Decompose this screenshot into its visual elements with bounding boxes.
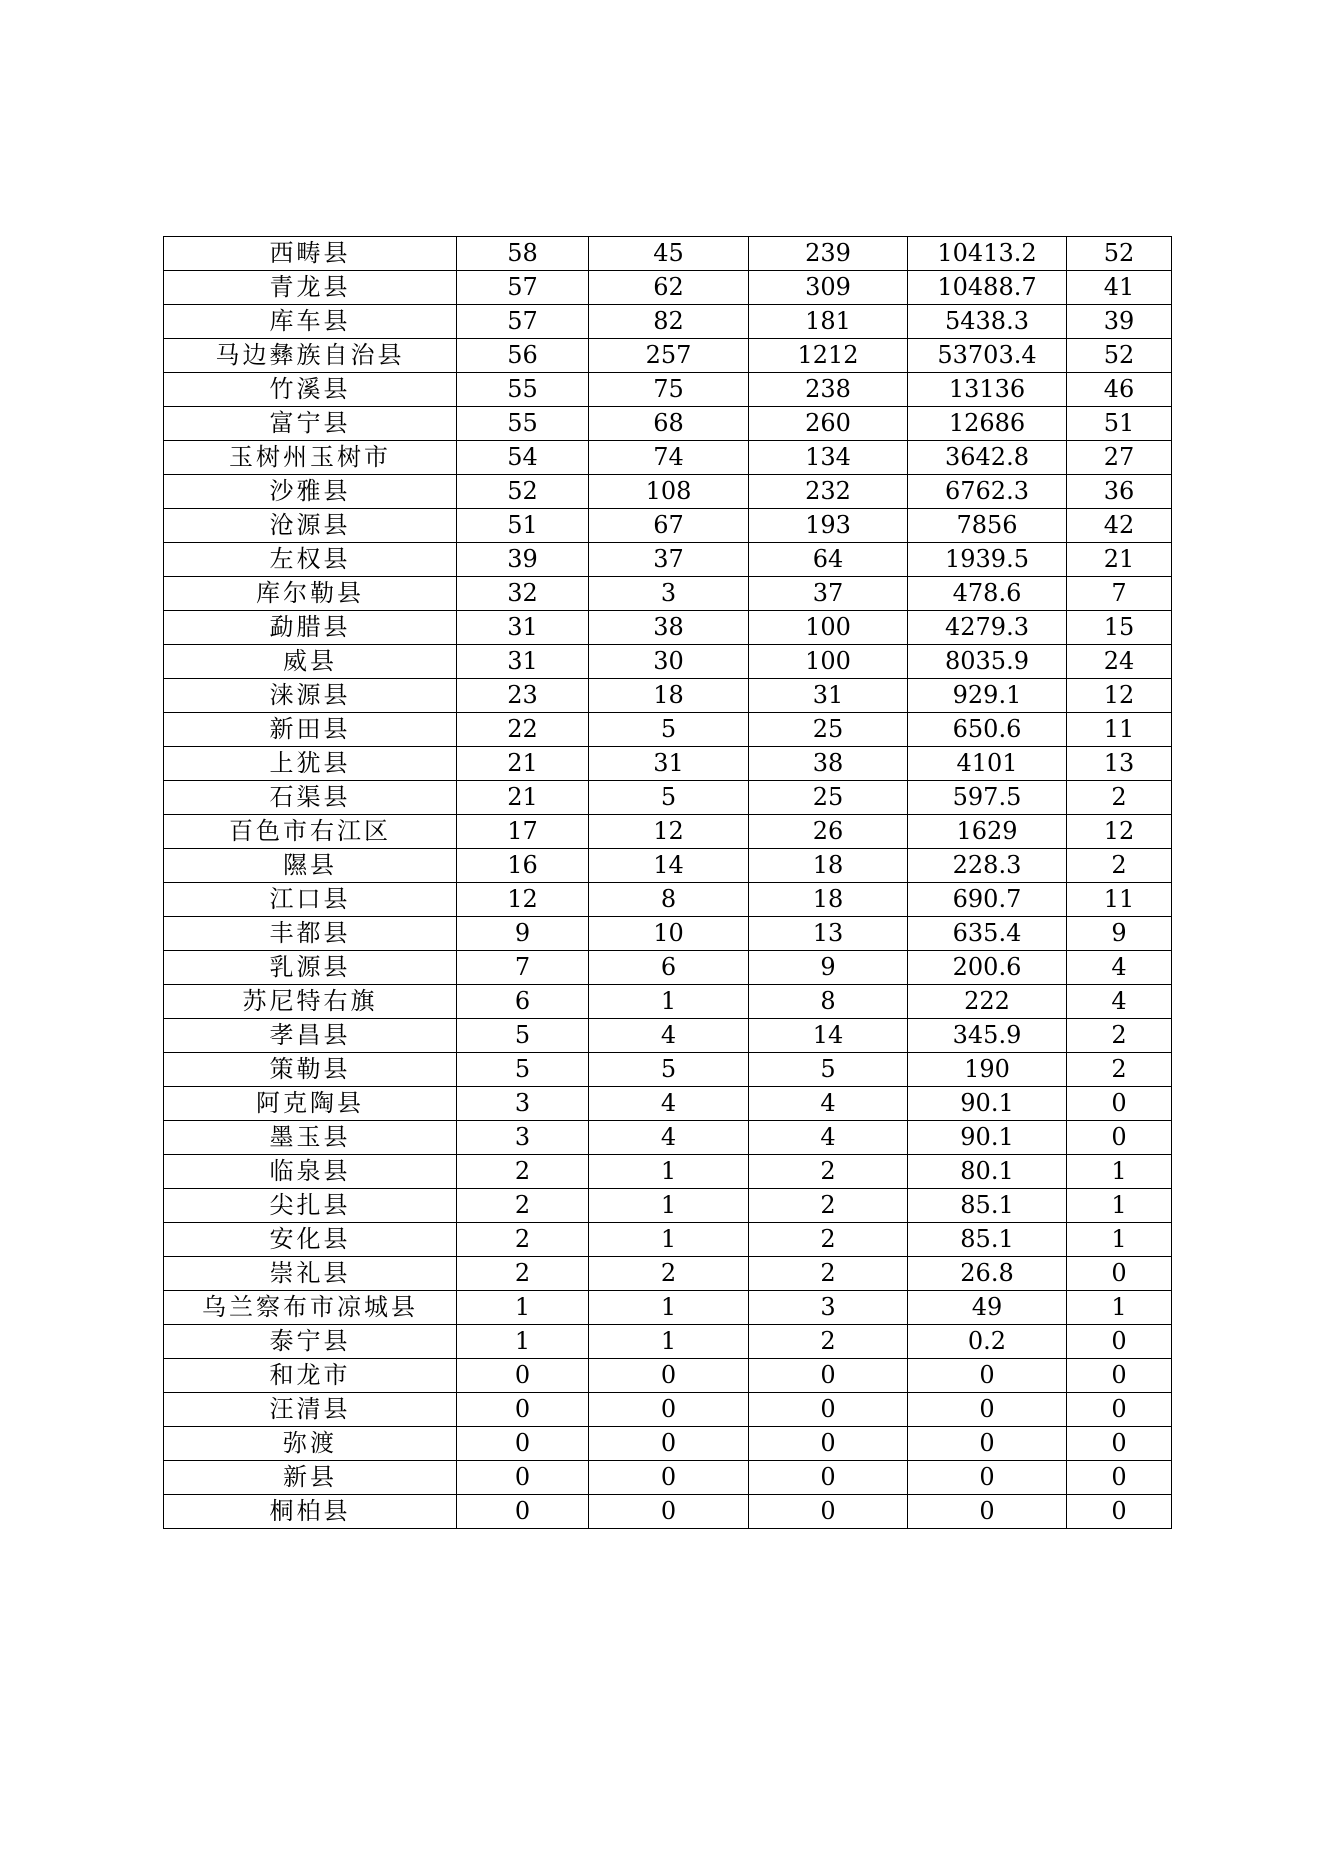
county-name-cell: 丰都县 (164, 917, 457, 951)
value-cell: 4101 (908, 747, 1067, 781)
value-cell: 62 (589, 271, 749, 305)
value-cell: 39 (457, 543, 589, 577)
county-name-cell: 库尔勒县 (164, 577, 457, 611)
county-name-cell: 汪清县 (164, 1393, 457, 1427)
value-cell: 2 (749, 1325, 908, 1359)
value-cell: 0 (749, 1461, 908, 1495)
value-cell: 2 (749, 1257, 908, 1291)
table-row (164, 1223, 1172, 1257)
county-name-cell: 苏尼特右旗 (164, 985, 457, 1019)
value-cell: 3 (457, 1121, 589, 1155)
value-cell: 10413.2 (908, 237, 1067, 271)
value-cell: 7856 (908, 509, 1067, 543)
value-cell: 345.9 (908, 1019, 1067, 1053)
value-cell: 597.5 (908, 781, 1067, 815)
value-cell: 100 (749, 645, 908, 679)
value-cell: 3 (589, 577, 749, 611)
value-cell: 1 (457, 1291, 589, 1325)
value-cell: 1 (457, 1325, 589, 1359)
value-cell: 193 (749, 509, 908, 543)
value-cell: 4 (749, 1087, 908, 1121)
value-cell: 23 (457, 679, 589, 713)
value-cell: 0 (589, 1359, 749, 1393)
value-cell: 54 (457, 441, 589, 475)
table-row (164, 475, 1172, 509)
value-cell: 12 (457, 883, 589, 917)
value-cell: 36 (1067, 475, 1172, 509)
value-cell: 1 (589, 1155, 749, 1189)
value-cell: 21 (457, 781, 589, 815)
value-cell: 12 (589, 815, 749, 849)
value-cell: 80.1 (908, 1155, 1067, 1189)
table-row (164, 271, 1172, 305)
value-cell: 11 (1067, 713, 1172, 747)
value-cell: 2 (749, 1189, 908, 1223)
value-cell: 90.1 (908, 1087, 1067, 1121)
value-cell: 8035.9 (908, 645, 1067, 679)
value-cell: 0 (908, 1427, 1067, 1461)
value-cell: 75 (589, 373, 749, 407)
value-cell: 5438.3 (908, 305, 1067, 339)
table-row (164, 849, 1172, 883)
value-cell: 0 (589, 1495, 749, 1529)
county-name-cell: 西畴县 (164, 237, 457, 271)
county-name-cell: 威县 (164, 645, 457, 679)
table-row (164, 1087, 1172, 1121)
value-cell: 74 (589, 441, 749, 475)
value-cell: 56 (457, 339, 589, 373)
value-cell: 52 (1067, 237, 1172, 271)
county-name-cell: 乳源县 (164, 951, 457, 985)
value-cell: 1 (589, 1325, 749, 1359)
table-body (164, 237, 1172, 1529)
value-cell: 0 (589, 1461, 749, 1495)
county-name-cell: 沙雅县 (164, 475, 457, 509)
value-cell: 222 (908, 985, 1067, 1019)
value-cell: 2 (749, 1223, 908, 1257)
value-cell: 10488.7 (908, 271, 1067, 305)
value-cell: 15 (1067, 611, 1172, 645)
value-cell: 12 (1067, 679, 1172, 713)
table-row (164, 1053, 1172, 1087)
value-cell: 51 (457, 509, 589, 543)
value-cell: 46 (1067, 373, 1172, 407)
value-cell: 82 (589, 305, 749, 339)
value-cell: 108 (589, 475, 749, 509)
table-row (164, 1257, 1172, 1291)
value-cell: 0 (749, 1359, 908, 1393)
table-row (164, 611, 1172, 645)
value-cell: 22 (457, 713, 589, 747)
value-cell: 0 (1067, 1359, 1172, 1393)
county-name-cell: 新县 (164, 1461, 457, 1495)
value-cell: 0 (1067, 1461, 1172, 1495)
county-name-cell: 安化县 (164, 1223, 457, 1257)
value-cell: 3 (457, 1087, 589, 1121)
table-row (164, 1495, 1172, 1529)
table-row (164, 781, 1172, 815)
value-cell: 1939.5 (908, 543, 1067, 577)
value-cell: 25 (749, 781, 908, 815)
value-cell: 45 (589, 237, 749, 271)
value-cell: 0 (908, 1393, 1067, 1427)
value-cell: 257 (589, 339, 749, 373)
value-cell: 4 (589, 1087, 749, 1121)
value-cell: 2 (1067, 1019, 1172, 1053)
county-name-cell: 和龙市 (164, 1359, 457, 1393)
value-cell: 31 (457, 611, 589, 645)
value-cell: 21 (457, 747, 589, 781)
table-row (164, 951, 1172, 985)
value-cell: 31 (749, 679, 908, 713)
value-cell: 57 (457, 305, 589, 339)
value-cell: 0 (589, 1393, 749, 1427)
table-row (164, 1359, 1172, 1393)
value-cell: 200.6 (908, 951, 1067, 985)
value-cell: 260 (749, 407, 908, 441)
value-cell: 1212 (749, 339, 908, 373)
value-cell: 31 (457, 645, 589, 679)
value-cell: 2 (589, 1257, 749, 1291)
value-cell: 31 (589, 747, 749, 781)
value-cell: 5 (589, 781, 749, 815)
value-cell: 2 (1067, 1053, 1172, 1087)
value-cell: 13 (1067, 747, 1172, 781)
value-cell: 0 (1067, 1427, 1172, 1461)
table-row (164, 917, 1172, 951)
value-cell: 228.3 (908, 849, 1067, 883)
value-cell: 2 (457, 1257, 589, 1291)
value-cell: 238 (749, 373, 908, 407)
value-cell: 0 (749, 1393, 908, 1427)
value-cell: 0 (589, 1427, 749, 1461)
table-row (164, 645, 1172, 679)
value-cell: 1629 (908, 815, 1067, 849)
county-name-cell: 新田县 (164, 713, 457, 747)
value-cell: 17 (457, 815, 589, 849)
value-cell: 5 (589, 1053, 749, 1087)
county-name-cell: 墨玉县 (164, 1121, 457, 1155)
value-cell: 5 (589, 713, 749, 747)
table-row (164, 373, 1172, 407)
table-row (164, 1121, 1172, 1155)
value-cell: 100 (749, 611, 908, 645)
value-cell: 5 (457, 1019, 589, 1053)
value-cell: 4 (1067, 951, 1172, 985)
value-cell: 3642.8 (908, 441, 1067, 475)
value-cell: 16 (457, 849, 589, 883)
county-name-cell: 乌兰察布市凉城县 (164, 1291, 457, 1325)
county-name-cell: 崇礼县 (164, 1257, 457, 1291)
value-cell: 26.8 (908, 1257, 1067, 1291)
value-cell: 1 (1067, 1189, 1172, 1223)
table-row (164, 883, 1172, 917)
value-cell: 55 (457, 373, 589, 407)
value-cell: 41 (1067, 271, 1172, 305)
county-data-table (163, 236, 1172, 1529)
value-cell: 58 (457, 237, 589, 271)
value-cell: 52 (1067, 339, 1172, 373)
table-row (164, 1189, 1172, 1223)
value-cell: 2 (749, 1155, 908, 1189)
table-row (164, 407, 1172, 441)
value-cell: 9 (457, 917, 589, 951)
value-cell: 9 (749, 951, 908, 985)
value-cell: 38 (589, 611, 749, 645)
value-cell: 690.7 (908, 883, 1067, 917)
value-cell: 10 (589, 917, 749, 951)
value-cell: 0 (457, 1359, 589, 1393)
value-cell: 8 (749, 985, 908, 1019)
value-cell: 8 (589, 883, 749, 917)
table-row (164, 1427, 1172, 1461)
value-cell: 2 (1067, 781, 1172, 815)
value-cell: 929.1 (908, 679, 1067, 713)
value-cell: 0 (1067, 1325, 1172, 1359)
county-name-cell: 阿克陶县 (164, 1087, 457, 1121)
table-row (164, 1019, 1172, 1053)
value-cell: 1 (589, 1223, 749, 1257)
value-cell: 0 (457, 1393, 589, 1427)
value-cell: 42 (1067, 509, 1172, 543)
value-cell: 5 (749, 1053, 908, 1087)
value-cell: 12 (1067, 815, 1172, 849)
county-name-cell: 孝昌县 (164, 1019, 457, 1053)
table-row (164, 1291, 1172, 1325)
table-row (164, 441, 1172, 475)
table-row (164, 543, 1172, 577)
value-cell: 85.1 (908, 1189, 1067, 1223)
county-name-cell: 玉树州玉树市 (164, 441, 457, 475)
table-row (164, 985, 1172, 1019)
value-cell: 2 (457, 1155, 589, 1189)
county-name-cell: 马边彝族自治县 (164, 339, 457, 373)
value-cell: 478.6 (908, 577, 1067, 611)
value-cell: 0 (457, 1427, 589, 1461)
value-cell: 0.2 (908, 1325, 1067, 1359)
value-cell: 12686 (908, 407, 1067, 441)
value-cell: 7 (1067, 577, 1172, 611)
county-name-cell: 勐腊县 (164, 611, 457, 645)
table-row (164, 1155, 1172, 1189)
county-name-cell: 江口县 (164, 883, 457, 917)
value-cell: 27 (1067, 441, 1172, 475)
value-cell: 1 (1067, 1291, 1172, 1325)
value-cell: 3 (749, 1291, 908, 1325)
county-name-cell: 泰宁县 (164, 1325, 457, 1359)
county-name-cell: 弥渡 (164, 1427, 457, 1461)
table-row (164, 679, 1172, 713)
table-row (164, 339, 1172, 373)
value-cell: 1 (589, 1189, 749, 1223)
table-row (164, 509, 1172, 543)
value-cell: 2 (1067, 849, 1172, 883)
table-row (164, 305, 1172, 339)
value-cell: 39 (1067, 305, 1172, 339)
value-cell: 4 (1067, 985, 1172, 1019)
value-cell: 0 (1067, 1121, 1172, 1155)
value-cell: 0 (457, 1495, 589, 1529)
value-cell: 181 (749, 305, 908, 339)
value-cell: 0 (1067, 1087, 1172, 1121)
value-cell: 14 (589, 849, 749, 883)
value-cell: 2 (457, 1223, 589, 1257)
county-name-cell: 青龙县 (164, 271, 457, 305)
value-cell: 67 (589, 509, 749, 543)
value-cell: 232 (749, 475, 908, 509)
county-name-cell: 富宁县 (164, 407, 457, 441)
value-cell: 11 (1067, 883, 1172, 917)
value-cell: 0 (1067, 1495, 1172, 1529)
value-cell: 90.1 (908, 1121, 1067, 1155)
value-cell: 26 (749, 815, 908, 849)
value-cell: 0 (908, 1495, 1067, 1529)
county-name-cell: 上犹县 (164, 747, 457, 781)
value-cell: 18 (749, 849, 908, 883)
value-cell: 57 (457, 271, 589, 305)
table-row (164, 1461, 1172, 1495)
value-cell: 53703.4 (908, 339, 1067, 373)
table-row (164, 1393, 1172, 1427)
value-cell: 0 (457, 1461, 589, 1495)
value-cell: 5 (457, 1053, 589, 1087)
table-row (164, 747, 1172, 781)
value-cell: 30 (589, 645, 749, 679)
value-cell: 239 (749, 237, 908, 271)
value-cell: 37 (589, 543, 749, 577)
value-cell: 49 (908, 1291, 1067, 1325)
value-cell: 6762.3 (908, 475, 1067, 509)
value-cell: 635.4 (908, 917, 1067, 951)
value-cell: 1 (1067, 1155, 1172, 1189)
county-name-cell: 隰县 (164, 849, 457, 883)
value-cell: 0 (749, 1495, 908, 1529)
table-row (164, 237, 1172, 271)
table-row (164, 577, 1172, 611)
value-cell: 37 (749, 577, 908, 611)
value-cell: 4 (749, 1121, 908, 1155)
value-cell: 309 (749, 271, 908, 305)
value-cell: 4 (589, 1019, 749, 1053)
value-cell: 32 (457, 577, 589, 611)
county-name-cell: 库车县 (164, 305, 457, 339)
value-cell: 190 (908, 1053, 1067, 1087)
value-cell: 1 (589, 1291, 749, 1325)
county-name-cell: 沧源县 (164, 509, 457, 543)
value-cell: 6 (457, 985, 589, 1019)
value-cell: 25 (749, 713, 908, 747)
value-cell: 0 (749, 1427, 908, 1461)
county-name-cell: 桐柏县 (164, 1495, 457, 1529)
value-cell: 68 (589, 407, 749, 441)
value-cell: 0 (1067, 1393, 1172, 1427)
value-cell: 18 (749, 883, 908, 917)
value-cell: 64 (749, 543, 908, 577)
county-name-cell: 石渠县 (164, 781, 457, 815)
county-name-cell: 策勒县 (164, 1053, 457, 1087)
value-cell: 9 (1067, 917, 1172, 951)
table-row (164, 815, 1172, 849)
value-cell: 38 (749, 747, 908, 781)
county-name-cell: 尖扎县 (164, 1189, 457, 1223)
table-row (164, 713, 1172, 747)
value-cell: 14 (749, 1019, 908, 1053)
county-name-cell: 百色市右江区 (164, 815, 457, 849)
table-row (164, 1325, 1172, 1359)
value-cell: 1 (589, 985, 749, 1019)
value-cell: 0 (908, 1461, 1067, 1495)
county-name-cell: 左权县 (164, 543, 457, 577)
value-cell: 13 (749, 917, 908, 951)
value-cell: 0 (1067, 1257, 1172, 1291)
value-cell: 52 (457, 475, 589, 509)
value-cell: 7 (457, 951, 589, 985)
value-cell: 6 (589, 951, 749, 985)
value-cell: 2 (457, 1189, 589, 1223)
value-cell: 51 (1067, 407, 1172, 441)
value-cell: 21 (1067, 543, 1172, 577)
value-cell: 4 (589, 1121, 749, 1155)
value-cell: 13136 (908, 373, 1067, 407)
value-cell: 1 (1067, 1223, 1172, 1257)
value-cell: 24 (1067, 645, 1172, 679)
county-name-cell: 临泉县 (164, 1155, 457, 1189)
value-cell: 85.1 (908, 1223, 1067, 1257)
value-cell: 0 (908, 1359, 1067, 1393)
county-name-cell: 涞源县 (164, 679, 457, 713)
county-name-cell: 竹溪县 (164, 373, 457, 407)
value-cell: 134 (749, 441, 908, 475)
value-cell: 4279.3 (908, 611, 1067, 645)
value-cell: 650.6 (908, 713, 1067, 747)
value-cell: 55 (457, 407, 589, 441)
value-cell: 18 (589, 679, 749, 713)
